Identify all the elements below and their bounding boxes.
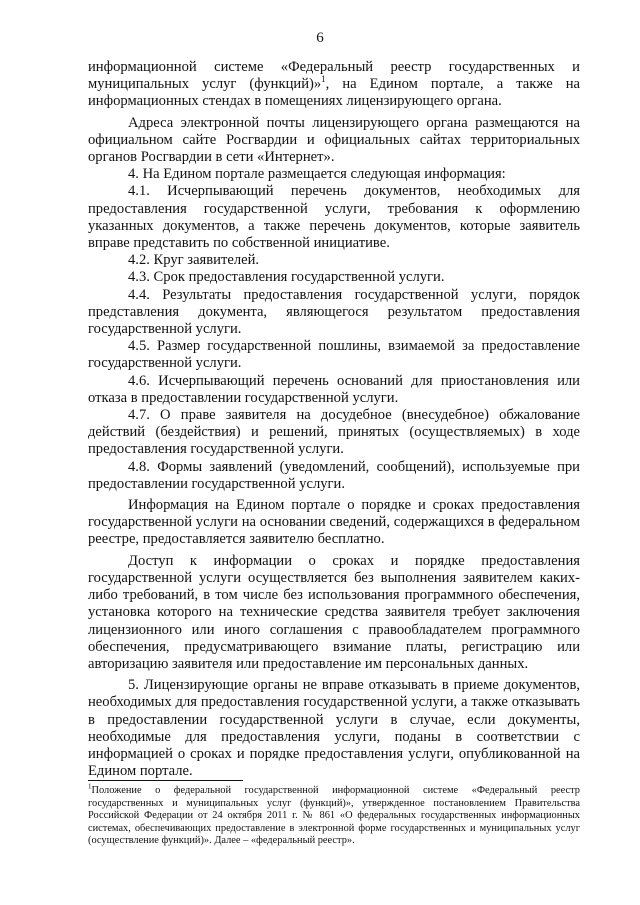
paragraph-continuation [88,59,580,111]
paragraph: 4.8. Формы заявлений (уведомлений, сообщений), используемые при предоставлении государственной услуги. [88,458,580,492]
paragraph: 4.4. Результаты предоставления государственной услуги, порядок представления документа, являющегося результатом предоставления государственной услуги. [88,286,580,338]
document-body [88,59,580,780]
paragraph: 4.6. Исчерпывающий перечень оснований для приостановления или отказа в предоставлении государственной услуги. [88,372,580,406]
paragraph: 4.5. Размер государственной пошлины, взимаемой за предоставление государственной услуги. [88,338,580,372]
footnote-marker: 1 [88,782,92,791]
footnote [88,782,580,848]
page-number: 6 [316,30,324,46]
paragraph: 4.7. О праве заявителя на досудебное (внесудебное) обжалование действий (бездействия) и решений, принятых (осуществляемых) в ходе предоставления государственной услуги. [88,407,580,458]
paragraph: 4.3. Срок предоставления государственной услуги. [128,269,445,286]
footnote-reference: 1 [321,74,326,85]
paragraph: Информация на Едином портале о порядке и сроках предоставления государственной услуги на основании сведений, содержащихся в федеральном реестре, предоставляется заявителю бесплатно. [88,497,580,548]
footnote-divider [88,780,243,781]
paragraph-text-tail: , на Едином портале, а также на информационных стендах в помещениях лицензирующего органа. [88,76,580,110]
footnote-text: Положение о федеральной государственной информационной системе «Федеральный реестр государственных и муниципальных услуг (функций)», утвержденное постановлением Правительства Российской Федерации от 24 октября 2011 г. № 861 «О федеральных государственных информационных системах, обеспечивающих предоставление в электронной форме государственных и муниципальных услуг (осуществление функций)». Далее – «федеральный реестр». [88,785,580,847]
paragraph: 4. На Едином портале размещается следующая информация: [128,166,506,183]
paragraph: 5. Лицензирующие органы не вправе отказывать в приеме документов, необходимых для предоставления государственной услуги, а также отказывать в предоставлении государственной услуги в случае, если документы, необходимые для предоставления услуги, поданы в соответствии с информацией о сроках и порядке предоставления услуги, опубликованной на Едином портале. [88,677,580,780]
paragraph: 4.2. Круг заявителей. [128,252,260,269]
paragraph-text: информационной системе «Федеральный реестр государственных и муниципальных услуг (функций)» [88,59,580,93]
paragraph: Адреса электронной почты лицензирующего органа размещаются на официальном сайте Росгвардии и официальных сайтах территориальных органов Росгвардии в сети «Интернет». [88,114,580,166]
paragraph: 4.1. Исчерпывающий перечень документов, необходимых для предоставления государственной услуги, требования к оформлению указанных документов, а также перечень документов, которые заявитель вправе представить по собственной инициативе. [88,183,580,252]
paragraph: Доступ к информации о сроках и порядке предоставления государственной услуги осуществляется без выполнения заявителем каких-либо требований, в том числе без использования программного обеспечения, установка которого на технические средства заявителя требует заключения лицензионного или иного соглашения с правообладателем программного обеспечения, предусматривающего взимание платы, регистрацию или авторизацию заявителя или предоставление им персональных данных. [88,552,580,672]
